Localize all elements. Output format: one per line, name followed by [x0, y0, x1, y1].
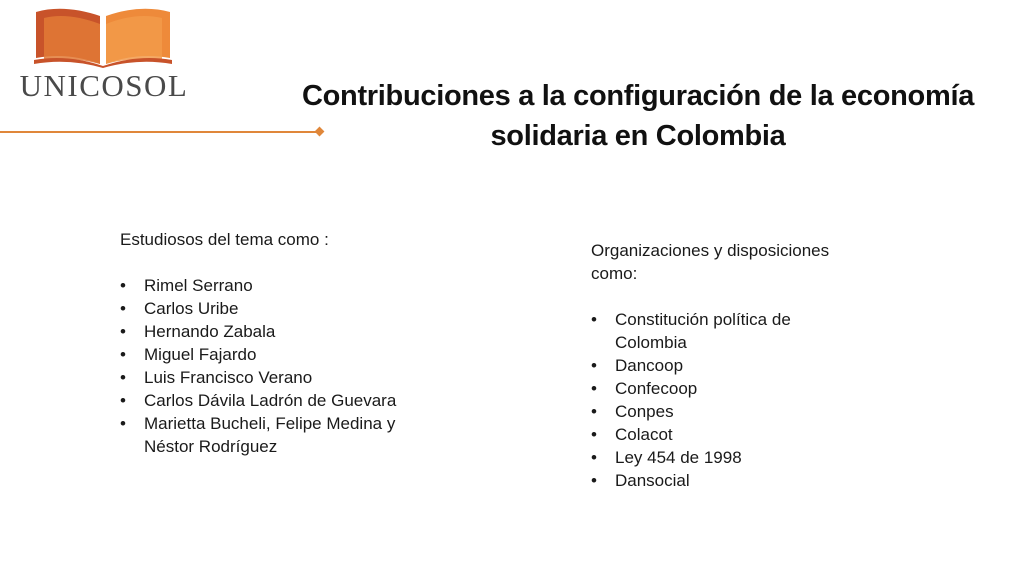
- list-item: [591, 308, 851, 354]
- list-item: [120, 366, 420, 389]
- list-item-text: Carlos Dávila Ladrón de Guevara: [144, 391, 397, 410]
- slide-title: Contribuciones a la configuración de la economía solidaria en Colombia: [301, 80, 975, 152]
- bullet-icon: •: [120, 299, 126, 318]
- list-item-text: Hernando Zabala: [144, 322, 276, 341]
- header-divider: [0, 131, 318, 133]
- bullet-icon: •: [591, 310, 597, 329]
- organizations-intro: Organizaciones y disposiciones como:: [591, 241, 830, 283]
- list-item-text: Dansocial: [615, 471, 690, 490]
- list-item: [120, 412, 420, 458]
- bullet-icon: •: [120, 322, 126, 341]
- list-item: [120, 343, 420, 366]
- list-item: [591, 377, 851, 400]
- bullet-icon: •: [120, 276, 126, 295]
- list-item-text: Miguel Fajardo: [144, 345, 257, 364]
- list-item-text: Conpes: [615, 402, 674, 421]
- bullet-icon: •: [120, 368, 126, 387]
- bullet-icon: •: [591, 379, 597, 398]
- list-item-text: Ley 454 de 1998: [615, 448, 742, 467]
- organizations-list: [591, 308, 851, 492]
- list-item: [120, 389, 420, 412]
- logo-wordmark: UNICOSOL: [19, 68, 189, 103]
- list-item-text: Confecoop: [615, 379, 698, 398]
- bullet-icon: •: [591, 471, 597, 490]
- list-item-text: Dancoop: [615, 356, 684, 375]
- bullet-icon: •: [591, 425, 597, 444]
- scholars-list: [120, 274, 420, 458]
- open-book-icon: [30, 6, 176, 68]
- list-item: [591, 446, 851, 469]
- list-item: [120, 274, 420, 297]
- bullet-icon: •: [591, 402, 597, 421]
- organizations-column: [591, 239, 851, 492]
- list-item-text: Marietta Bucheli, Felipe Medina y Néstor Rodríguez: [144, 414, 396, 456]
- list-item: [591, 400, 851, 423]
- scholars-intro: Estudiosos del tema como :: [120, 230, 329, 249]
- list-item: [120, 320, 420, 343]
- unicosol-logo: [14, 6, 189, 103]
- list-item-text: Carlos Uribe: [144, 299, 239, 318]
- list-item: [591, 469, 851, 492]
- list-item: [120, 297, 420, 320]
- scholars-column: [120, 228, 420, 458]
- bullet-icon: •: [591, 448, 597, 467]
- bullet-icon: •: [591, 356, 597, 375]
- list-item-text: Rimel Serrano: [144, 276, 253, 295]
- list-item-text: Constitución política de Colombia: [615, 310, 791, 352]
- list-item: [591, 354, 851, 377]
- list-item: [591, 423, 851, 446]
- bullet-icon: •: [120, 345, 126, 364]
- bullet-icon: •: [120, 391, 126, 410]
- list-item-text: Colacot: [615, 425, 673, 444]
- bullet-icon: •: [120, 414, 126, 433]
- list-item-text: Luis Francisco Verano: [144, 368, 313, 387]
